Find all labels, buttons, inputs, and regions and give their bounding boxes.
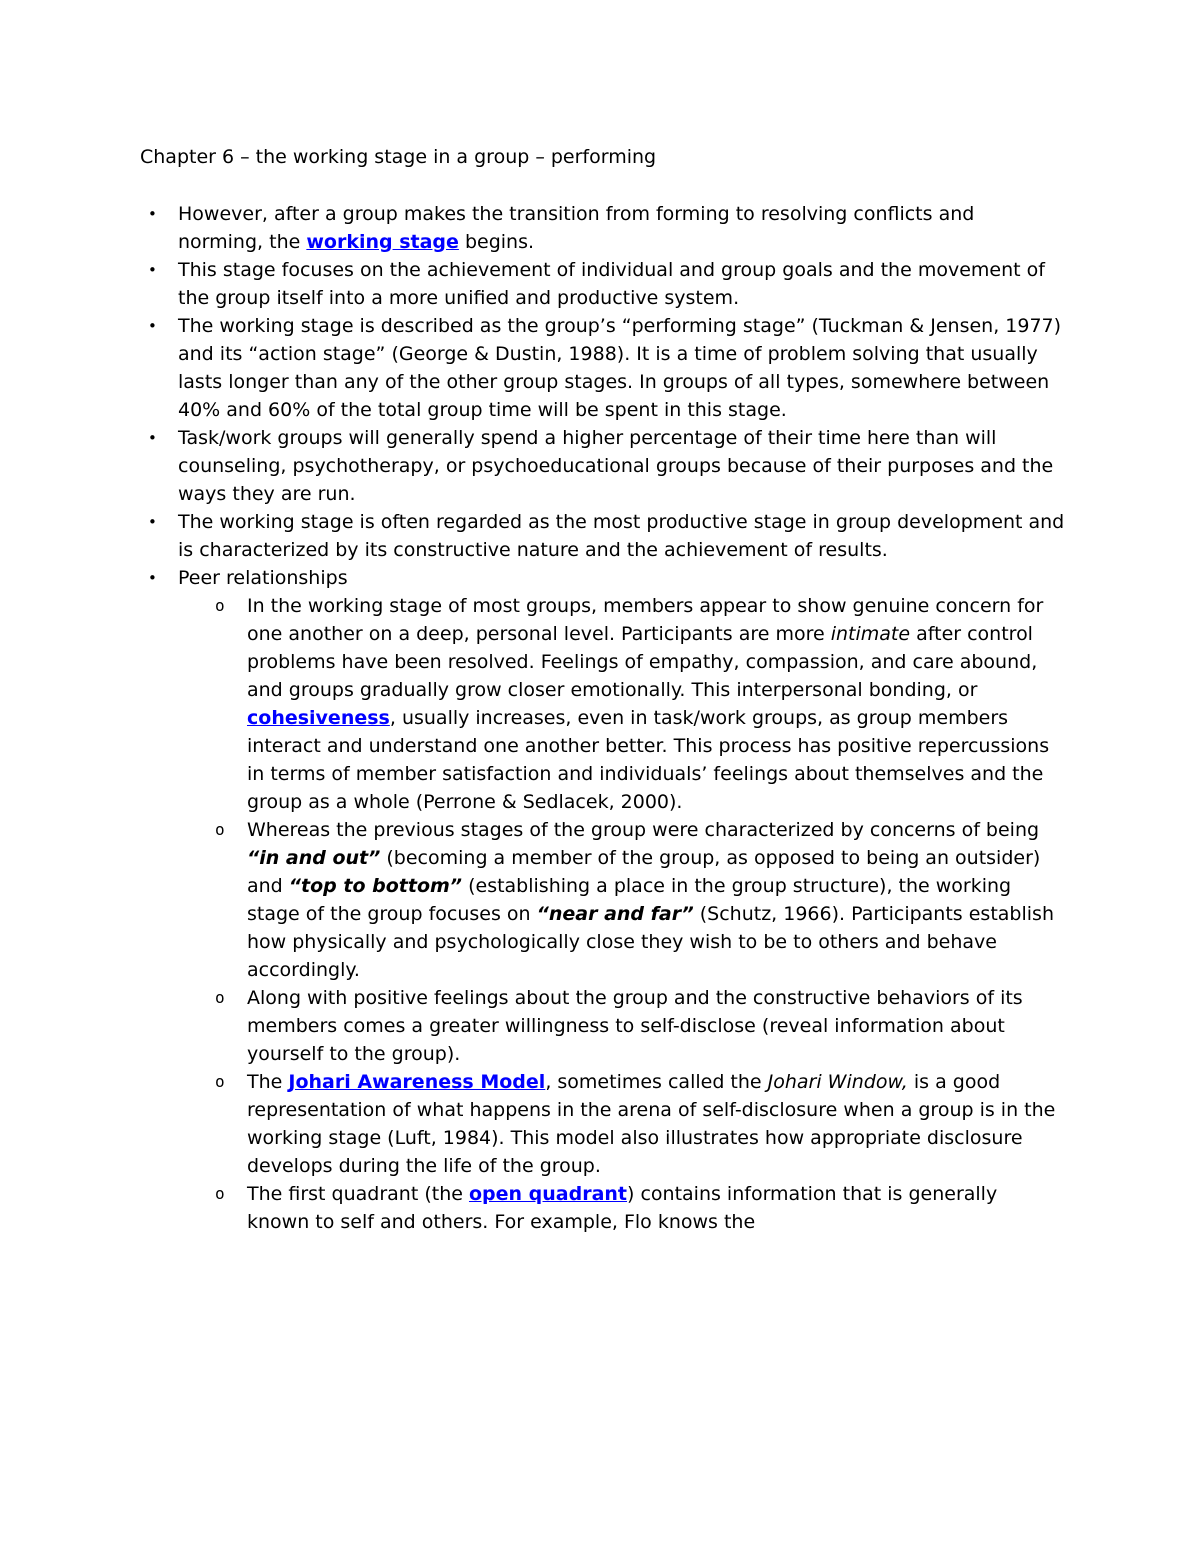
text-segment: Along with positive feelings about the group and the constructive behaviors of its members comes a greater willingness to self-disclose (reveal information about yourself to the group).: [247, 987, 1023, 1065]
bullet-task-work-groups: [140, 424, 1065, 508]
text-segment-bold-italic: “near and far”: [536, 903, 694, 925]
text-segment: Peer relationships: [178, 567, 348, 589]
text-segment-italic: Johari Window,: [767, 1071, 908, 1093]
bullet-icon: o: [215, 596, 225, 615]
cohesiveness-link[interactable]: cohesiveness: [247, 707, 390, 729]
sub-bullet-self-disclose: [178, 984, 1065, 1068]
text-segment: , sometimes called the: [545, 1071, 768, 1093]
text-segment: The working stage is often regarded as the most productive stage in group development and is characterized by its constructive nature and the achievement of results.: [178, 511, 1065, 561]
bullet-list: [140, 200, 1065, 1236]
bullet-icon: •: [148, 317, 157, 335]
text-segment: , usually increases, even in task/work groups, as group members interact and understand one another better. This process has positive repercussions in terms of member satisfaction and individuals’ feelings about themselves and the group as a whole (Perrone & Sedlacek, 2000).: [247, 707, 1050, 813]
text-segment: is a good representation of what happens in the arena of self-disclosure when a group is in the working stage (Luft, 1984). This model also illustrates how appropriate disclosure develops during the life of the group.: [247, 1071, 1056, 1177]
open-quadrant-link[interactable]: open quadrant: [468, 1183, 628, 1205]
bullet-working-stage-begins: [140, 200, 1065, 256]
bullet-icon: •: [148, 429, 157, 447]
sub-bullet-near-and-far: [178, 816, 1065, 984]
text-segment: However, after a group makes the transition from forming to resolving conflicts and norming, the: [178, 203, 975, 253]
text-segment: Task/work groups will generally spend a higher percentage of their time here than will counseling, psychotherapy, or psychoeducational groups because of their purposes and the ways they are run.: [178, 427, 1054, 505]
bullet-icon: •: [148, 569, 157, 587]
bullet-stage-focus: [140, 256, 1065, 312]
bullet-icon: o: [215, 1184, 225, 1203]
sub-bullet-list: [178, 592, 1065, 1236]
text-segment: after control problems have been resolved. Feelings of empathy, compassion, and care abound, and groups gradually grow closer emotionally. This interpersonal bonding, or: [247, 623, 1038, 701]
text-segment: This stage focuses on the achievement of individual and group goals and the movement of the group itself into a more unified and productive system.: [178, 259, 1045, 309]
text-segment: (Schutz, 1966). Participants establish how physically and psychologically close they wish to be to others and behave accordingly.: [247, 903, 1054, 981]
bullet-most-productive-stage: [140, 508, 1065, 564]
text-segment: The: [247, 1071, 289, 1093]
text-segment-bold-italic: “top to bottom”: [288, 875, 463, 897]
bullet-icon: •: [148, 205, 157, 223]
text-segment: begins.: [458, 231, 535, 253]
bullet-performing-stage: [140, 312, 1065, 424]
bullet-icon: o: [215, 820, 225, 839]
bullet-icon: •: [148, 261, 157, 279]
text-segment-italic: intimate: [830, 623, 911, 645]
sub-bullet-open-quadrant: [178, 1180, 1065, 1236]
text-segment: The first quadrant (the: [247, 1183, 469, 1205]
sub-bullet-johari-model: [178, 1068, 1065, 1180]
text-segment: The working stage is described as the group’s “performing stage” (Tuckman & Jensen, 1977) and its “action stage” (George & Dustin, 1988). It is a time of problem solving that usually lasts longer than any of the other group stages. In groups of all types, somewhere between 40% and 60% of the total group time will be spent in this stage.: [178, 315, 1062, 421]
text-segment: Whereas the previous stages of the group were characterized by concerns of being: [247, 819, 1040, 841]
text-segment: (becoming a member of the group, as opposed to being an outsider) and: [247, 847, 1041, 897]
working-stage-link[interactable]: working stage: [306, 231, 459, 253]
text-segment: In the working stage of most groups, members appear to show genuine concern for one another on a deep, personal level. Participants are more: [247, 595, 1044, 645]
bullet-peer-relationships: [140, 564, 1065, 1236]
page-title: Chapter 6 – the working stage in a group – performing: [140, 146, 657, 168]
sub-bullet-cohesiveness: [178, 592, 1065, 816]
text-segment-bold-italic: “in and out”: [247, 847, 381, 869]
text-segment: (establishing a place in the group structure), the working stage of the group focuses on: [247, 875, 1012, 925]
bullet-icon: o: [215, 1072, 225, 1091]
bullet-icon: o: [215, 988, 225, 1007]
text-segment: ) contains information that is generally known to self and others. For example, Flo knows the: [247, 1183, 998, 1233]
johari-awareness-model-link[interactable]: Johari Awareness Model: [288, 1071, 546, 1093]
bullet-icon: •: [148, 513, 157, 531]
